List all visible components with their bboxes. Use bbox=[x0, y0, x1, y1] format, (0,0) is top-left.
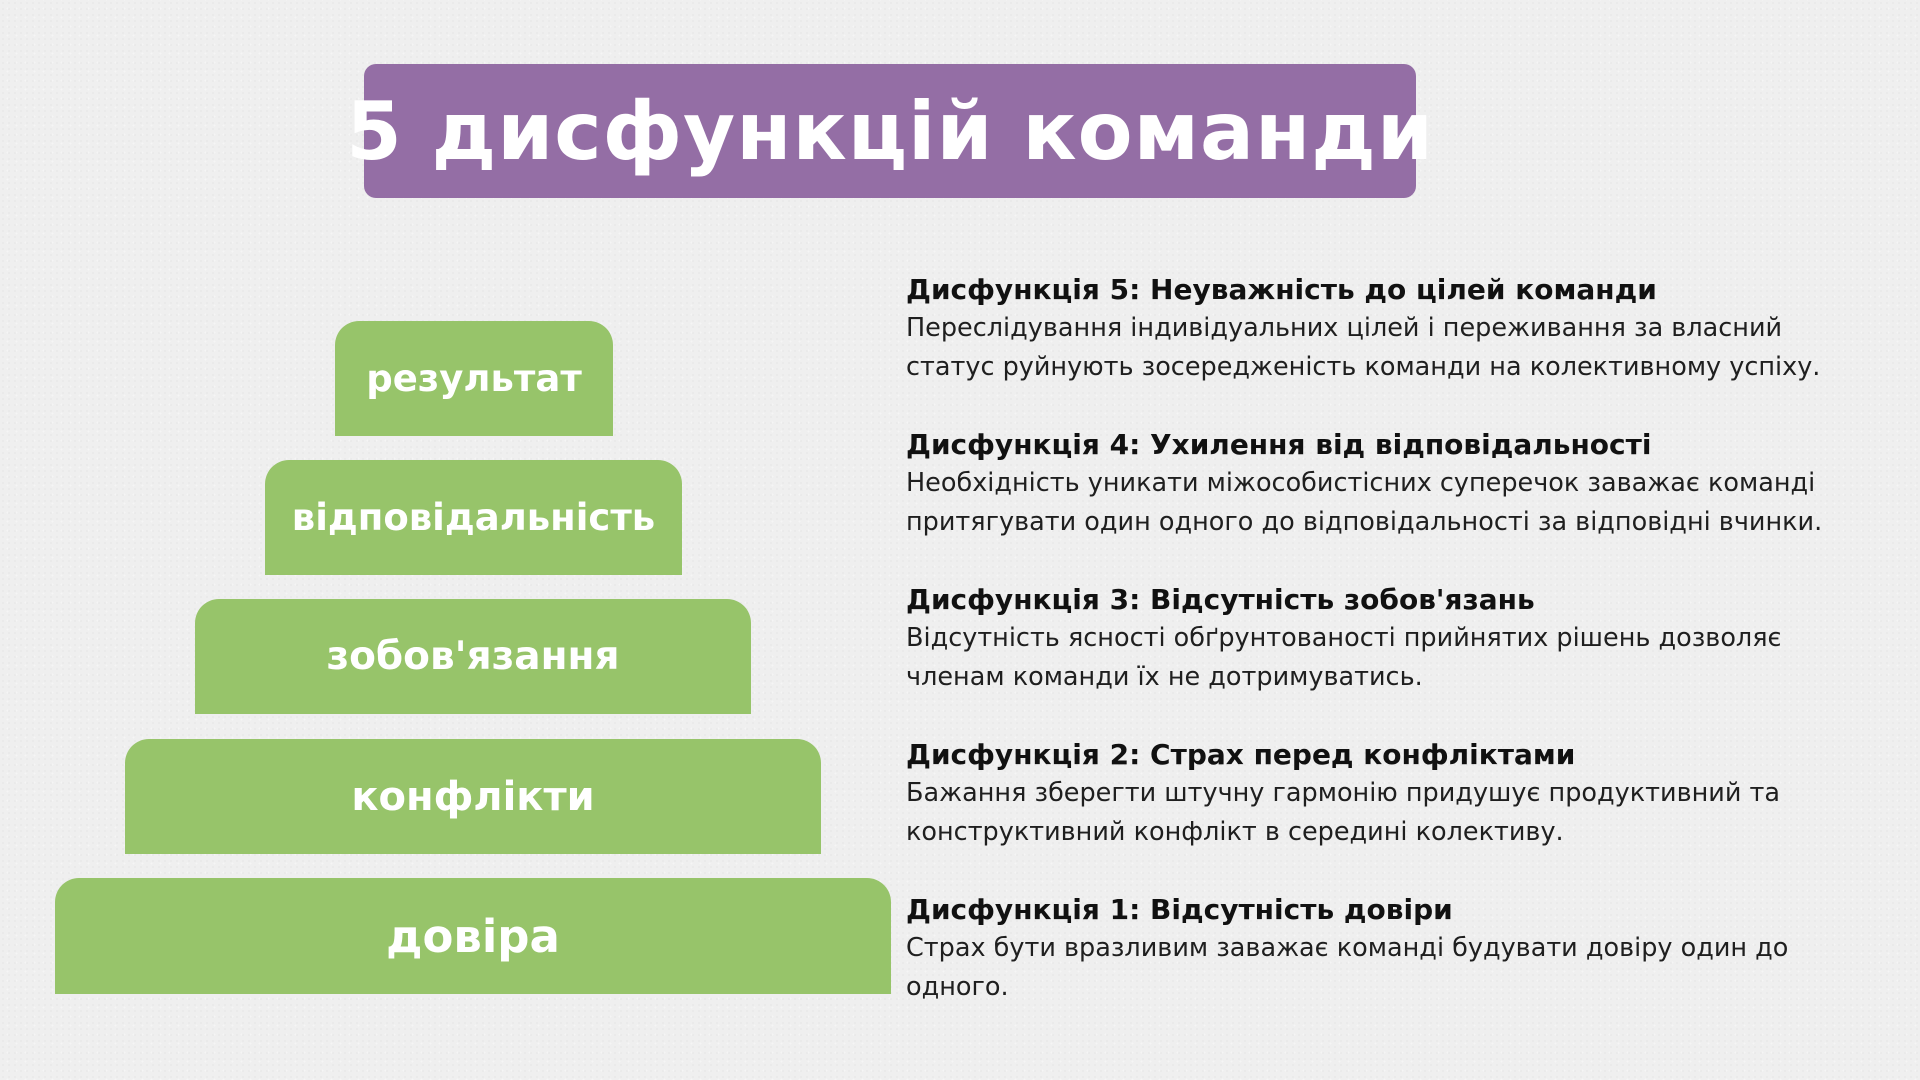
pyramid-tier-label: конфлікти bbox=[351, 773, 595, 820]
dysfunction-heading: Дисфункція 2: Страх перед конфліктами bbox=[906, 738, 1576, 771]
description-line: конструктивний конфлікт в середині колективу. bbox=[906, 817, 1564, 847]
pyramid-tier-label: довіра bbox=[386, 909, 560, 963]
dysfunction-5-block bbox=[906, 271, 1906, 387]
description-line: Страх бути вразливим заважає команді будувати довіру один до bbox=[906, 933, 1789, 963]
dysfunction-2-block bbox=[906, 736, 1906, 852]
description-line: притягувати один одного до відповідальності за відповідні вчинки. bbox=[906, 507, 1823, 537]
dysfunction-description bbox=[906, 619, 1906, 697]
pyramid-tier-label: зобов'язання bbox=[326, 634, 620, 679]
pyramid-tier-conflict bbox=[125, 739, 821, 854]
dysfunction-heading: Дисфункція 1: Відсутність довіри bbox=[906, 893, 1453, 926]
slide-title: 5 дисфункцій команди bbox=[346, 84, 1434, 178]
dysfunction-description bbox=[906, 309, 1906, 387]
description-line: статус руйнують зосередженість команди на колективному успіху. bbox=[906, 352, 1821, 382]
pyramid-tier-commitment bbox=[195, 599, 751, 714]
dysfunction-3-block bbox=[906, 581, 1906, 697]
dysfunction-1-block bbox=[906, 891, 1906, 1007]
description-line: одного. bbox=[906, 972, 1009, 1002]
dysfunction-heading: Дисфункція 5: Неуважність до цілей команди bbox=[906, 273, 1657, 306]
dysfunction-description bbox=[906, 464, 1906, 542]
description-line: Бажання зберегти штучну гармонію придушує продуктивний та bbox=[906, 778, 1780, 808]
pyramid-tier-result bbox=[335, 321, 613, 436]
title-banner bbox=[346, 64, 1434, 198]
dysfunction-4-block bbox=[906, 426, 1906, 542]
pyramid-tier-accountability bbox=[265, 460, 682, 575]
pyramid-tier-trust bbox=[55, 878, 891, 994]
pyramid-tier-label: відповідальність bbox=[291, 496, 656, 539]
pyramid-tier-label: результат bbox=[366, 357, 582, 400]
dysfunction-heading: Дисфункція 3: Відсутність зобов'язань bbox=[906, 583, 1535, 616]
description-line: Відсутність ясності обґрунтованості прийнятих рішень дозволяє bbox=[906, 623, 1782, 653]
description-line: Переслідування індивідуальних цілей і переживання за власний bbox=[906, 313, 1783, 343]
dysfunction-description bbox=[906, 774, 1906, 852]
dysfunction-description bbox=[906, 929, 1906, 1007]
dysfunction-heading: Дисфункція 4: Ухилення від відповідальності bbox=[906, 428, 1652, 461]
description-line: Необхідність уникати міжособистісних суперечок заважає команді bbox=[906, 468, 1816, 498]
description-line: членам команди їх не дотримуватись. bbox=[906, 662, 1423, 692]
